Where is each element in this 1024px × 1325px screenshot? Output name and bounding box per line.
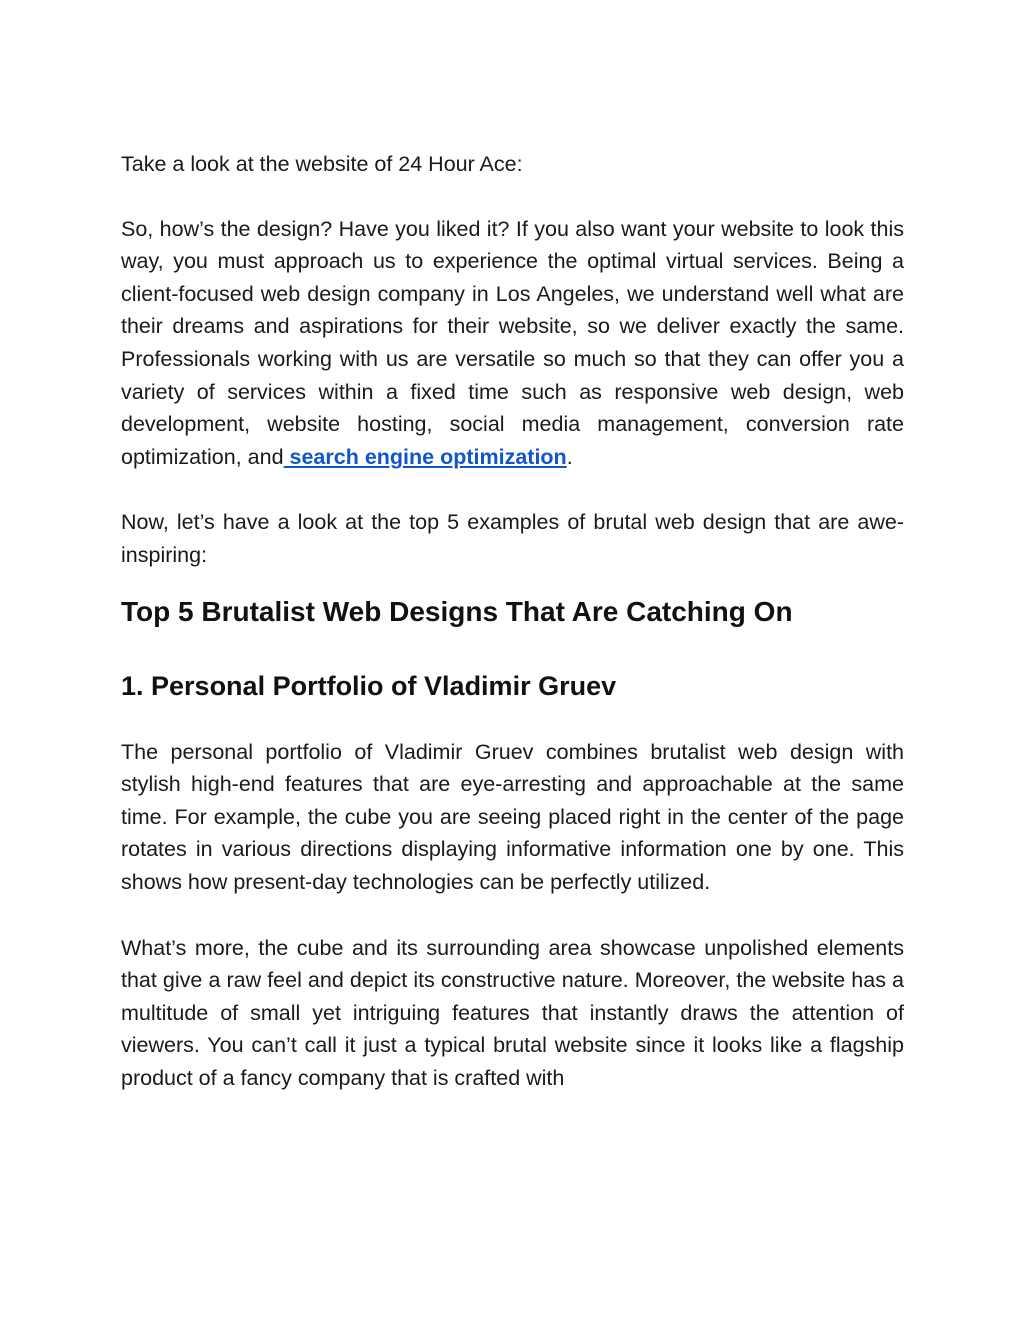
intro-paragraph: Take a look at the website of 24 Hour Ace: — [121, 152, 523, 176]
features-paragraph-last-line: since it looks like a flagship product of a fancy company that is crafted with — [121, 1033, 904, 1090]
features-paragraph-text: What’s more, the cube and its surrounding area showcase unpolished elements that give a raw feel and depict its constructive nature. Moreover, the website has a multitude of small yet intriguing features that instantly draws the attention of viewers. You can’t call it just a typical brutal website — [121, 935, 904, 1058]
services-paragraph — [121, 213, 904, 474]
services-paragraph-text: So, how’s the design? Have you liked it? If you also want your website to look this way, you must approach us to experience the optimal virtual services. Being a client-focused web design company in Los Angeles, we understand well what are their dreams and aspirations for their website, so we deliver exactly the same. Professionals working with us are versatile so much so that they can offer you a variety of services within a fixed time such as responsive web design, web development, website hosting, social media management, conversion rate optimization, and — [121, 216, 904, 469]
seo-link[interactable]: search engine optimization — [283, 444, 567, 469]
section-heading: Top 5 Brutalist Web Designs That Are Catching On — [121, 595, 793, 627]
examples-intro-paragraph: Now, let’s have a look at the top 5 examples of brutal web design that are awe-inspiring: — [121, 510, 904, 567]
document-page — [121, 148, 904, 1094]
features-paragraph — [121, 932, 904, 1095]
portfolio-subheading: 1. Personal Portfolio of Vladimir Gruev — [121, 670, 617, 701]
portfolio-paragraph: The personal portfolio of Vladimir Gruev combines brutalist web design with stylish high-end features that are eye-arresting and approachable at the same time. For example, the cube you are seeing placed right in the center of the page rotates in various directions displaying informative information one by one. This shows how present-day technologies can be perfectly utilized. — [121, 739, 904, 894]
services-paragraph-end: . — [566, 444, 573, 469]
